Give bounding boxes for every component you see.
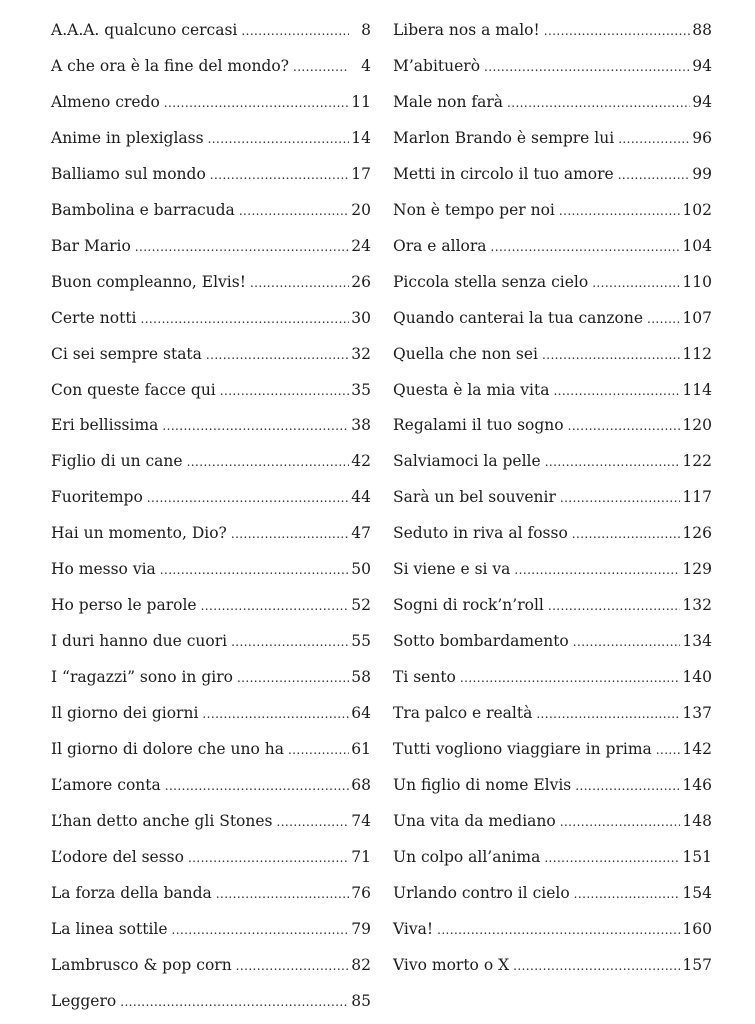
entry-title: Buon compleanno, Elvis! xyxy=(51,272,246,291)
dot-leader xyxy=(542,345,680,365)
entry-page-number: 140 xyxy=(682,668,712,687)
entry-page-number: 74 xyxy=(351,811,371,830)
index-entry xyxy=(51,308,371,328)
entry-title: Sarà un bel souvenir xyxy=(393,488,556,507)
entry-page-number: 58 xyxy=(351,668,371,687)
entry-title: Ho messo via xyxy=(51,560,156,579)
index-entry xyxy=(393,92,712,112)
dot-leader xyxy=(241,21,349,41)
entry-title: A che ora è la fine del mondo? xyxy=(51,56,289,75)
dot-leader xyxy=(288,740,349,760)
index-entry xyxy=(51,955,371,975)
entry-page-number: 151 xyxy=(682,847,712,866)
index-entry xyxy=(51,991,371,1011)
dot-leader xyxy=(656,740,681,760)
entry-title: Piccola stella senza cielo xyxy=(393,272,589,291)
entry-title: Con queste facce qui xyxy=(51,380,216,399)
dot-leader xyxy=(568,416,681,436)
index-entry xyxy=(393,595,712,615)
index-entry xyxy=(51,739,371,759)
index-entry xyxy=(393,451,712,471)
dot-leader xyxy=(250,273,349,293)
entry-page-number: 96 xyxy=(692,128,712,147)
index-entry xyxy=(393,847,712,867)
entry-title: Quella che non sei xyxy=(393,344,539,363)
dot-leader xyxy=(120,992,349,1012)
dot-leader xyxy=(210,165,349,185)
entry-title: Regalami il tuo sogno xyxy=(393,416,564,435)
entry-title: Almeno credo xyxy=(51,92,160,111)
dot-leader xyxy=(647,309,680,329)
index-entry xyxy=(393,344,712,364)
entry-page-number: 94 xyxy=(692,92,712,111)
dot-leader xyxy=(162,416,349,436)
entry-title: Tra palco e realtà xyxy=(393,704,533,723)
index-entry xyxy=(393,811,712,831)
index-entry xyxy=(393,20,712,40)
entry-page-number: 94 xyxy=(692,56,712,75)
dot-leader xyxy=(231,524,349,544)
entry-title: Ti sento xyxy=(393,668,456,687)
entry-page-number: 38 xyxy=(351,416,371,435)
entry-page-number: 42 xyxy=(351,452,371,471)
dot-leader xyxy=(507,93,690,113)
index-entry xyxy=(51,559,371,579)
index-entry xyxy=(393,667,712,687)
entry-title: Bambolina e barracuda xyxy=(51,200,235,219)
entry-page-number: 104 xyxy=(682,236,712,255)
dot-leader xyxy=(208,129,349,149)
entry-page-number: 47 xyxy=(351,524,371,543)
index-entry xyxy=(51,775,371,795)
index-entry xyxy=(393,380,712,400)
entry-page-number: 146 xyxy=(682,775,712,794)
entry-page-number: 35 xyxy=(351,380,371,399)
entry-title: Hai un momento, Dio? xyxy=(51,524,227,543)
entry-title: Questa è la mia vita xyxy=(393,380,550,399)
entry-title: Ci sei sempre stata xyxy=(51,344,202,363)
index-entry xyxy=(51,380,371,400)
entry-title: Un colpo all’anima xyxy=(393,847,541,866)
dot-leader xyxy=(141,309,350,329)
dot-leader xyxy=(220,381,349,401)
entry-title: Balliamo sul mondo xyxy=(51,164,206,183)
entry-page-number: 20 xyxy=(351,200,371,219)
entry-page-number: 142 xyxy=(682,740,712,758)
dot-leader xyxy=(135,237,349,257)
entry-title: Non è tempo per noi xyxy=(393,200,555,219)
entry-page-number: 24 xyxy=(351,236,371,255)
dot-leader xyxy=(202,704,349,724)
entry-page-number: 120 xyxy=(682,416,712,435)
index-entry xyxy=(51,487,371,507)
dot-leader xyxy=(437,920,680,940)
index-entry xyxy=(51,344,371,364)
entry-page-number: 88 xyxy=(692,21,712,39)
dot-leader xyxy=(545,452,681,472)
dot-leader xyxy=(188,848,349,868)
index-entry xyxy=(51,667,371,687)
entry-page-number: 11 xyxy=(351,92,371,111)
entry-title: La forza della banda xyxy=(51,883,212,902)
entry-title: Bar Mario xyxy=(51,236,131,255)
entry-title: Seduto in riva al fosso xyxy=(393,524,568,543)
entry-page-number: 122 xyxy=(682,452,712,471)
dot-leader xyxy=(572,524,681,544)
dot-leader xyxy=(239,201,349,221)
index-entry xyxy=(51,919,371,939)
index-entry xyxy=(393,919,712,939)
index-entry xyxy=(393,739,712,759)
entry-title: Certe notti xyxy=(51,308,137,327)
index-entry xyxy=(51,236,371,256)
dot-leader xyxy=(618,165,690,185)
entry-page-number: 64 xyxy=(351,704,371,723)
entry-page-number: 117 xyxy=(682,488,712,507)
dot-leader xyxy=(484,57,690,77)
dot-leader xyxy=(237,668,349,688)
entry-title: I “ragazzi” sono in giro xyxy=(51,668,233,687)
entry-title: Lambrusco & pop corn xyxy=(51,955,232,974)
entry-title: Il giorno di dolore che uno ha xyxy=(51,740,284,758)
entry-title: Si viene e si va xyxy=(393,560,511,579)
dot-leader xyxy=(293,57,349,77)
entry-page-number: 102 xyxy=(682,200,712,219)
dot-leader xyxy=(164,93,349,113)
dot-leader xyxy=(574,884,681,904)
index-entry xyxy=(51,451,371,471)
dot-leader xyxy=(536,704,680,724)
entry-page-number: 137 xyxy=(682,704,712,723)
dot-leader xyxy=(231,632,349,652)
entry-title: Leggero xyxy=(51,991,117,1010)
index-entry xyxy=(51,272,371,292)
dot-leader xyxy=(560,812,681,832)
entry-page-number: 14 xyxy=(351,128,371,147)
dot-leader xyxy=(548,596,681,616)
entry-page-number: 160 xyxy=(682,919,712,938)
index-entry xyxy=(51,595,371,615)
entry-title: M’abituerò xyxy=(393,56,481,75)
entry-title: La linea sottile xyxy=(51,919,168,938)
dot-leader xyxy=(165,776,349,796)
entry-page-number: 32 xyxy=(351,344,371,363)
dot-leader xyxy=(236,956,349,976)
entry-title: Viva! xyxy=(393,919,434,938)
entry-title: Vivo morto o X xyxy=(393,955,510,974)
entry-title: Marlon Brando è sempre lui xyxy=(393,128,615,147)
entry-page-number: 8 xyxy=(361,21,371,39)
entry-page-number: 157 xyxy=(682,955,712,974)
dot-leader xyxy=(491,237,681,257)
dot-leader xyxy=(172,920,349,940)
entry-page-number: 26 xyxy=(351,272,371,291)
dot-leader xyxy=(187,452,349,472)
entry-page-number: 30 xyxy=(351,308,371,327)
dot-leader xyxy=(560,488,681,508)
entry-title: A.A.A. qualcuno cercasi xyxy=(51,21,238,39)
index-entry xyxy=(51,56,371,76)
entry-page-number: 68 xyxy=(351,775,371,794)
dot-leader xyxy=(544,848,680,868)
index-entry xyxy=(51,523,371,543)
entry-page-number: 129 xyxy=(682,560,712,579)
entry-page-number: 55 xyxy=(351,632,371,651)
entry-page-number: 76 xyxy=(351,883,371,902)
index-entry xyxy=(51,128,371,148)
entry-page-number: 132 xyxy=(682,596,712,615)
entry-page-number: 134 xyxy=(682,632,712,651)
index-entry xyxy=(393,631,712,651)
dot-leader xyxy=(460,668,681,688)
index-entry xyxy=(393,308,712,328)
entry-title: Sogni di rock’n’roll xyxy=(393,596,544,615)
entry-page-number: 79 xyxy=(351,919,371,938)
entry-title: Anime in plexiglass xyxy=(51,128,204,147)
entry-page-number: 61 xyxy=(351,740,371,758)
entry-title: Figlio di un cane xyxy=(51,452,183,471)
dot-leader xyxy=(618,129,690,149)
entry-title: L’han detto anche gli Stones xyxy=(51,811,273,830)
dot-leader xyxy=(206,345,349,365)
entry-title: I duri hanno due cuori xyxy=(51,632,228,651)
dot-leader xyxy=(544,21,690,41)
entry-title: Libera nos a malo! xyxy=(393,21,540,39)
entry-page-number: 71 xyxy=(351,847,371,866)
index-entry xyxy=(51,703,371,723)
entry-title: Ora e allora xyxy=(393,236,487,255)
index-entry xyxy=(393,56,712,76)
index-entry xyxy=(51,92,371,112)
index-entry xyxy=(393,200,712,220)
entry-title: Fuoritempo xyxy=(51,488,143,507)
entry-page-number: 4 xyxy=(361,56,371,75)
entry-title: Il giorno dei giorni xyxy=(51,704,199,723)
entry-page-number: 99 xyxy=(692,164,712,183)
entry-page-number: 148 xyxy=(682,811,712,830)
entry-title: Quando canterai la tua canzone xyxy=(393,308,643,327)
entry-page-number: 50 xyxy=(351,560,371,579)
entry-title: Sotto bombardamento xyxy=(393,632,569,651)
index-entry xyxy=(393,883,712,903)
dot-leader xyxy=(277,812,350,832)
dot-leader xyxy=(514,560,680,580)
entry-title: Eri bellissima xyxy=(51,416,159,435)
entry-title: Salviamoci la pelle xyxy=(393,452,541,471)
dot-leader xyxy=(160,560,349,580)
entry-page-number: 112 xyxy=(682,344,712,363)
index-entry xyxy=(393,236,712,256)
index-entry xyxy=(393,487,712,507)
index-entry xyxy=(51,164,371,184)
entry-page-number: 114 xyxy=(682,380,712,399)
entry-title: Tutti vogliono viaggiare in prima xyxy=(393,740,652,758)
entry-page-number: 110 xyxy=(682,272,712,291)
index-entry xyxy=(393,272,712,292)
index-entry xyxy=(393,523,712,543)
entry-title: Ho perso le parole xyxy=(51,596,197,615)
index-entry xyxy=(51,631,371,651)
entry-page-number: 52 xyxy=(351,596,371,615)
entry-page-number: 107 xyxy=(682,308,712,327)
entry-title: L’odore del sesso xyxy=(51,847,184,866)
dot-leader xyxy=(147,488,349,508)
entry-title: Urlando contro il cielo xyxy=(393,883,570,902)
index-entry xyxy=(51,20,371,40)
entry-page-number: 85 xyxy=(351,991,371,1010)
dot-leader xyxy=(216,884,349,904)
entry-title: Male non farà xyxy=(393,92,504,111)
index-entry xyxy=(393,415,712,435)
dot-leader xyxy=(592,273,680,293)
entry-title: Una vita da mediano xyxy=(393,811,556,830)
index-entry xyxy=(393,955,712,975)
entry-page-number: 82 xyxy=(351,955,371,974)
index-entry xyxy=(51,811,371,831)
entry-title: Un figlio di nome Elvis xyxy=(393,775,572,794)
index-entry xyxy=(393,164,712,184)
index-entry xyxy=(393,703,712,723)
index-entry xyxy=(51,883,371,903)
dot-leader xyxy=(553,381,680,401)
dot-leader xyxy=(573,632,681,652)
index-entry xyxy=(51,200,371,220)
index-entry xyxy=(51,847,371,867)
index-entry xyxy=(393,128,712,148)
dot-leader xyxy=(559,201,681,221)
dot-leader xyxy=(201,596,349,616)
index-entry xyxy=(51,415,371,435)
dot-leader xyxy=(513,956,680,976)
index-entry xyxy=(393,559,712,579)
entry-page-number: 44 xyxy=(351,488,371,507)
entry-title: Metti in circolo il tuo amore xyxy=(393,164,614,183)
entry-page-number: 154 xyxy=(682,883,712,902)
entry-title: L’amore conta xyxy=(51,775,161,794)
entry-page-number: 126 xyxy=(682,524,712,543)
dot-leader xyxy=(575,776,680,796)
index-entry xyxy=(393,775,712,795)
entry-page-number: 17 xyxy=(351,164,371,183)
